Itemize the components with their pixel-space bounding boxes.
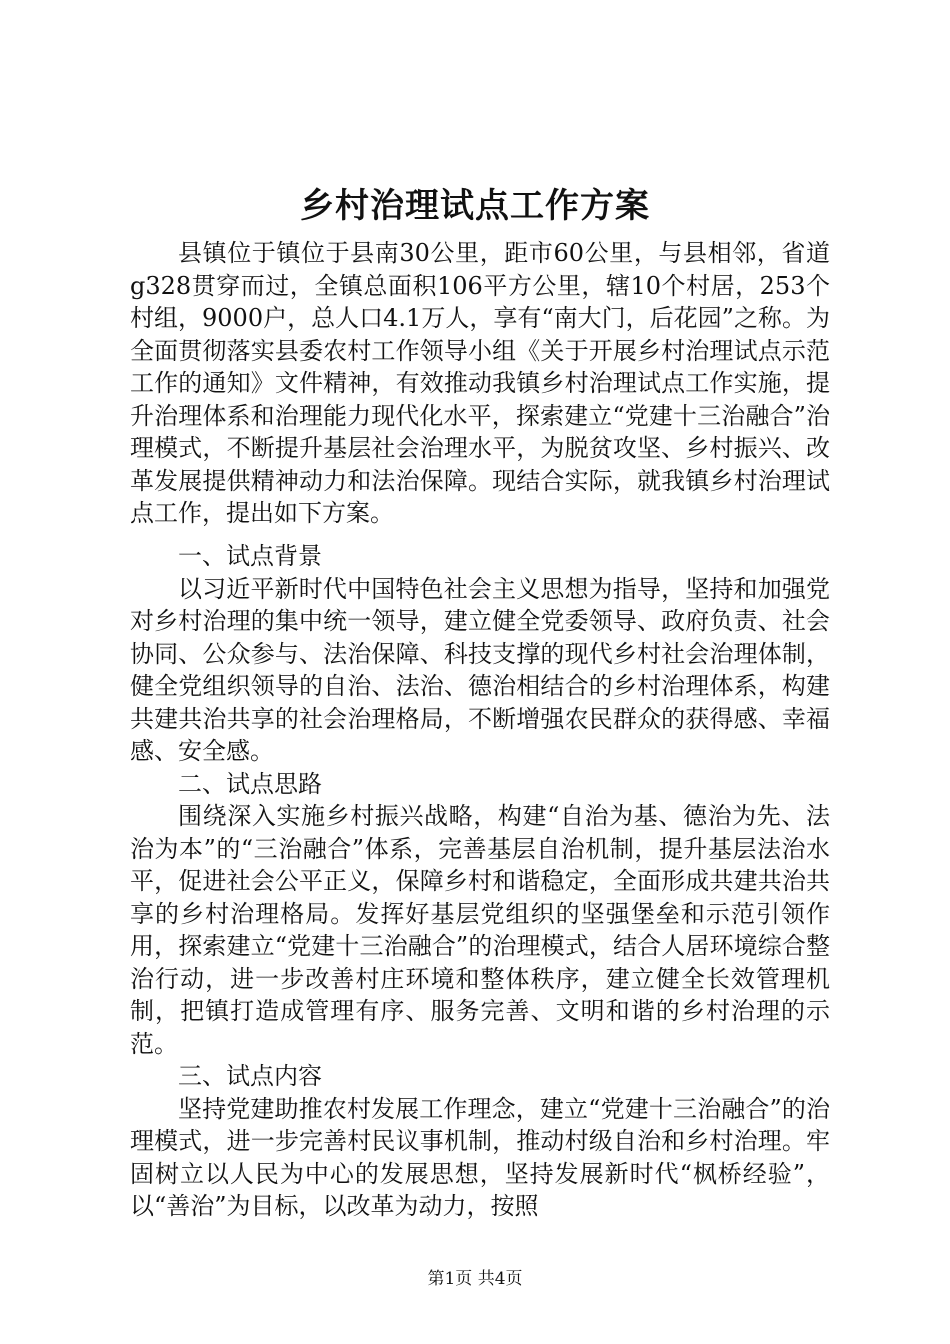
section-text-content: 坚持党建助推农村发展工作理念，建立“党建十三治融合”的治理模式，进一步完善村民议事机制，推动村级自治和乡村治理。牢固树立以人民为中心的发展思想，坚持发展新时代“枫桥经验”，以“善治”为目标，以改革为动力，按照 [130, 1094, 830, 1220]
intro-paragraph: 县镇位于镇位于县南30公里，距市60公里，与县相邻，省道g328贯穿而过，全镇总面积106平方公里，辖10个村居，253个村组，9000户，总人口4.1万人，享有“南大门，后花园”之称。为全面贯彻落实县委农村工作领导小组《关于开展乡村治理试点示范工作的通知》文件精神，有效推动我镇乡村治理试点工作实施，提升治理体系和治理能力现代化水平，探索建立“党建十三治融合”治理模式，不断提升基层社会治理水平，为脱贫攻坚、乡村振兴、改革发展提供精神动力和法治保障。现结合实际，就我镇乡村治理试点工作，提出如下方案。 [130, 239, 830, 527]
section-text-background: 以习近平新时代中国特色社会主义思想为指导，坚持和加强党对乡村治理的集中统一领导，建立健全党委领导、政府负责、社会协同、公众参与、法治保障、科技支撑的现代乡村社会治理体制，健全党组织领导的自治、法治、德治相结合的乡村治理体系，构建共建共治共享的社会治理格局，不断增强农民群众的获得感、幸福感、安全感。 [130, 574, 830, 765]
page-footer: 第1页 共4页 [427, 1269, 523, 1289]
section-heading-content: 三、试点内容 [178, 1062, 322, 1090]
section-heading-background: 一、试点背景 [178, 542, 322, 570]
section-text-approach: 围绕深入实施乡村振兴战略，构建“自治为基、德治为先、法治为本”的“三治融合”体系，完善基层自治机制，提升基层法治水平，促进社会公平正义，保障乡村和谐稳定，全面形成共建共治共享的乡村治理格局。发挥好基层党组织的坚强堡垒和示范引领作用，探索建立“党建十三治融合”的治理模式，结合人居环境综合整治行动，进一步改善村庄环境和整体秩序，建立健全长效管理机制，把镇打造成管理有序、服务完善、文明和谐的乡村治理的示范。 [130, 802, 830, 1058]
document-title: 乡村治理试点工作方案 [300, 186, 650, 226]
sections-block [130, 540, 830, 1223]
section-heading-approach: 二、试点思路 [178, 769, 322, 798]
intro-block [130, 237, 830, 530]
